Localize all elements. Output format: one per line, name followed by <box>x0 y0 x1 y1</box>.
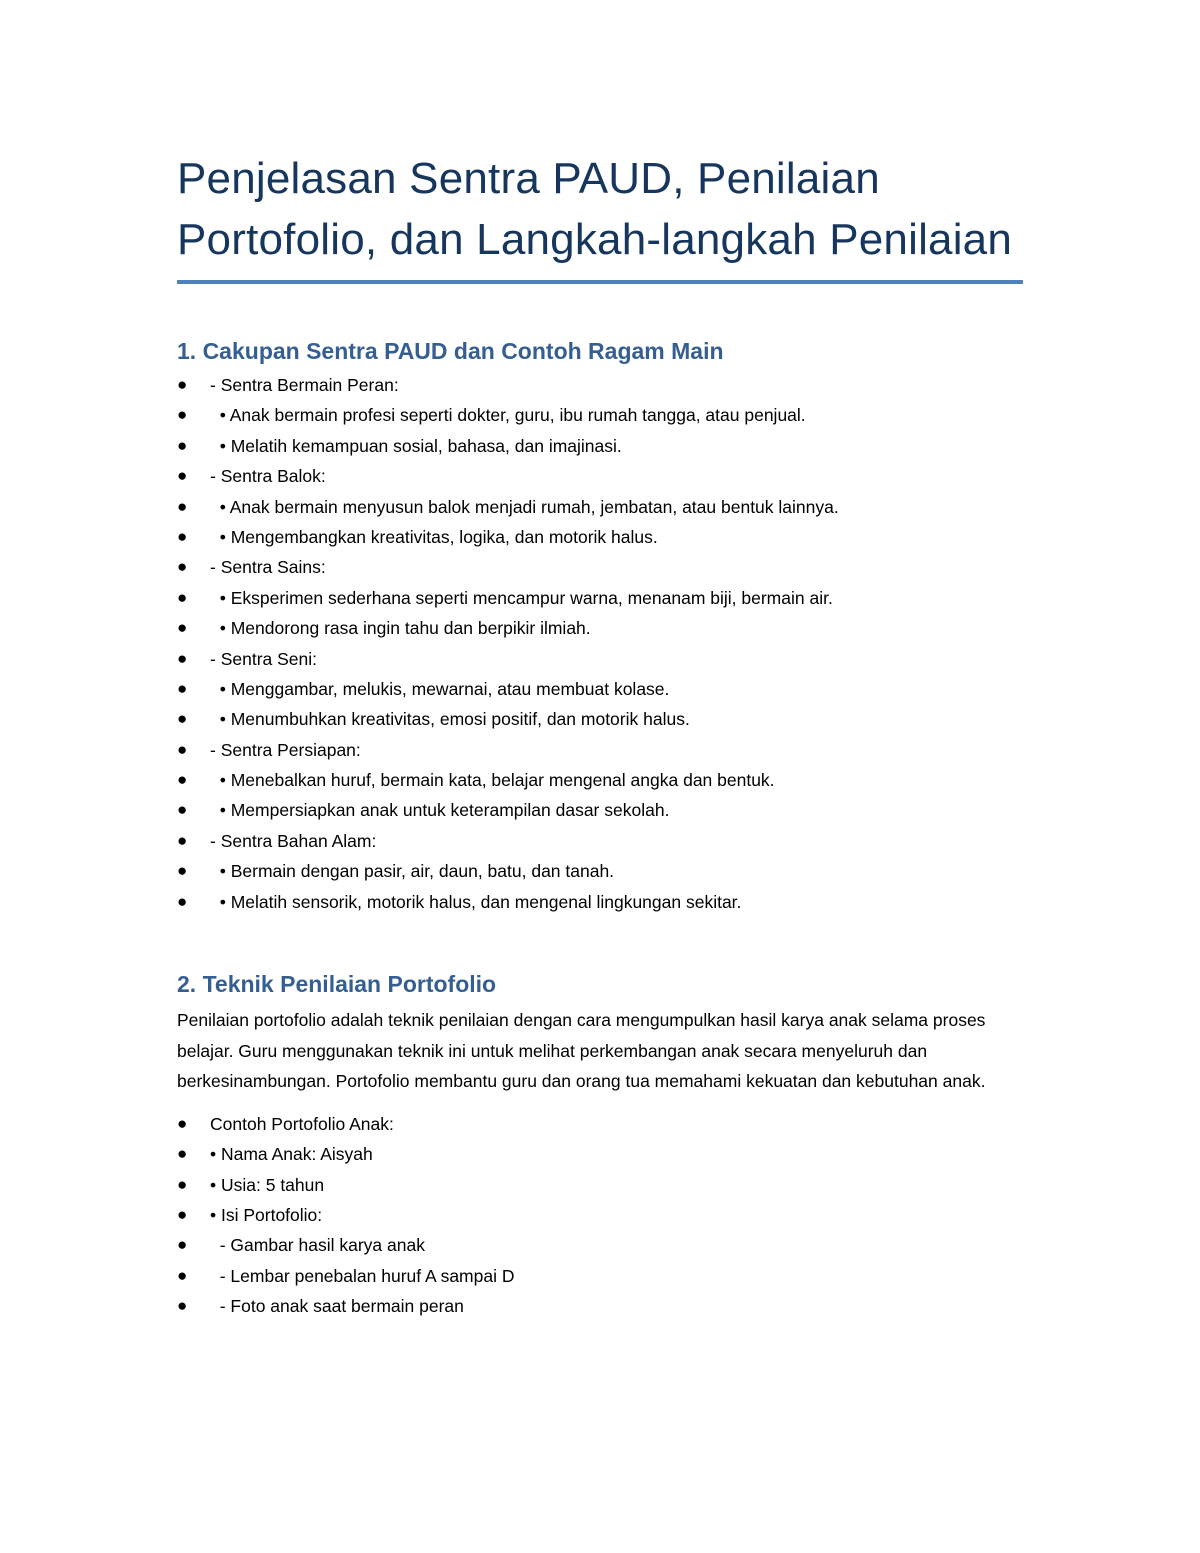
list-item: ● - Sentra Bahan Alam: <box>177 826 1025 856</box>
list-item: ● - Lembar penebalan huruf A sampai D <box>177 1261 1025 1291</box>
list-item: ● • Mendorong rasa ingin tahu dan berpikir ilmiah. <box>177 613 1025 643</box>
bullet-icon: ● <box>177 1144 188 1164</box>
section-2-paragraph: Penilaian portofolio adalah teknik penilaian dengan cara mengumpulkan hasil karya anak selama proses belajar. Guru menggunakan teknik ini untuk melihat perkembangan anak secara menyeluruh dan berkesinambungan. Portofolio membantu guru dan orang tua memahami kekuatan dan kebutuhan anak. <box>177 1010 986 1092</box>
list-item: ● - Sentra Bermain Peran: <box>177 370 1025 400</box>
document-page <box>177 148 1025 1322</box>
title-underline <box>177 280 1023 284</box>
list-item: ● • Isi Portofolio: <box>177 1200 1025 1230</box>
section-1-list <box>177 370 1025 917</box>
list-item: ● - Sentra Balok: <box>177 461 1025 491</box>
list-item: ● • Eksperimen sederhana seperti mencampur warna, menanam biji, bermain air. <box>177 583 1025 613</box>
list-item: ● • Melatih kemampuan sosial, bahasa, dan imajinasi. <box>177 431 1025 461</box>
bullet-icon: ● <box>177 405 188 425</box>
list-item: ● • Menumbuhkan kreativitas, emosi positif, dan motorik halus. <box>177 704 1025 734</box>
list-item: ● • Bermain dengan pasir, air, daun, batu, dan tanah. <box>177 856 1025 886</box>
section-2-heading: 2. Teknik Penilaian Portofolio <box>177 971 497 998</box>
list-item: ● - Sentra Persiapan: <box>177 735 1025 765</box>
bullet-icon: ● <box>177 496 188 516</box>
list-item: ● • Mengembangkan kreativitas, logika, dan motorik halus. <box>177 522 1025 552</box>
document-title: Penjelasan Sentra PAUD, Penilaian Portofolio, dan Langkah-langkah Penilaian <box>177 154 1013 264</box>
bullet-icon: ● <box>177 526 188 546</box>
list-item: ● • Menggambar, melukis, mewarnai, atau membuat kolase. <box>177 674 1025 704</box>
list-item: ● • Mempersiapkan anak untuk keterampilan dasar sekolah. <box>177 795 1025 825</box>
bullet-icon: ● <box>177 800 188 820</box>
list-item: ● Contoh Portofolio Anak: <box>177 1109 1025 1139</box>
bullet-icon: ● <box>177 1265 188 1285</box>
bullet-icon: ● <box>177 709 188 729</box>
list-item: ● - Sentra Seni: <box>177 644 1025 674</box>
bullet-icon: ● <box>177 557 188 577</box>
bullet-icon: ● <box>177 1113 188 1133</box>
bullet-icon: ● <box>177 466 188 486</box>
list-item: ● • Nama Anak: Aisyah <box>177 1139 1025 1169</box>
bullet-icon: ● <box>177 648 188 668</box>
bullet-icon: ● <box>177 1235 188 1255</box>
list-item: ● • Menebalkan huruf, bermain kata, belajar mengenal angka dan bentuk. <box>177 765 1025 795</box>
bullet-icon: ● <box>177 739 188 759</box>
bullet-icon: ● <box>177 830 188 850</box>
bullet-icon: ● <box>177 587 188 607</box>
section-1-heading: 1. Cakupan Sentra PAUD dan Contoh Ragam Main <box>177 338 724 364</box>
list-item: ● • Anak bermain menyusun balok menjadi rumah, jembatan, atau bentuk lainnya. <box>177 492 1025 522</box>
bullet-icon: ● <box>177 770 188 790</box>
bullet-icon: ● <box>177 891 188 911</box>
bullet-icon: ● <box>177 1174 188 1194</box>
list-item: ● • Anak bermain profesi seperti dokter, guru, ibu rumah tangga, atau penjual. <box>177 400 1025 430</box>
bullet-icon: ● <box>177 375 188 394</box>
bullet-icon: ● <box>177 1296 188 1316</box>
list-item: ● • Melatih sensorik, motorik halus, dan mengenal lingkungan sekitar. <box>177 887 1025 917</box>
list-item: ● • Usia: 5 tahun <box>177 1170 1025 1200</box>
list-item: ● - Sentra Sains: <box>177 552 1025 582</box>
bullet-icon: ● <box>177 435 188 455</box>
bullet-icon: ● <box>177 678 188 698</box>
list-item: ● - Gambar hasil karya anak <box>177 1230 1025 1260</box>
section-2-list <box>177 1109 1025 1322</box>
bullet-icon: ● <box>177 861 188 881</box>
bullet-icon: ● <box>177 618 188 638</box>
list-item: ● - Foto anak saat bermain peran <box>177 1291 1025 1321</box>
bullet-icon: ● <box>177 1204 188 1224</box>
